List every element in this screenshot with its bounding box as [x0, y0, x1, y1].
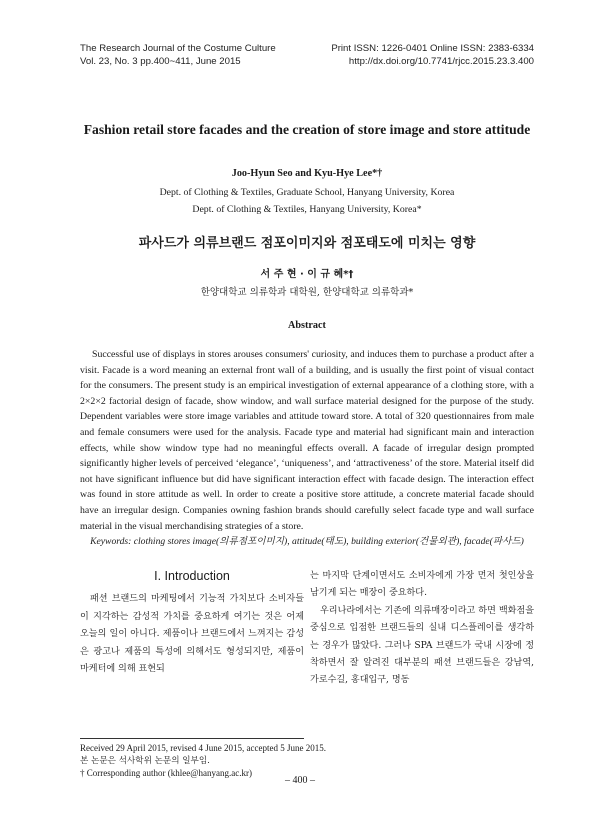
journal-name: The Research Journal of the Costume Culture	[80, 43, 276, 54]
section-heading: I. Introduction	[154, 569, 230, 583]
body-column-left	[80, 568, 304, 678]
thesis-note: 본 논문은 석사학위 논문의 일부임.	[80, 755, 210, 766]
author-list: Joo-Hyun Seo and Kyu-Hye Lee*†	[231, 168, 383, 179]
body-column-right	[310, 568, 534, 690]
intro-paragraph-continued: 는 마지막 단계이면서도 소비자에게 가장 먼저 첫인상을 남기게 되는 매장이 중요하다.	[310, 571, 534, 599]
korean-author-list: 서 주 현 · 이 규 혜*†	[260, 269, 354, 280]
korean-affiliation: 한양대학교 의류학과 대학원, 한양대학교 의류학과*	[200, 287, 414, 298]
affiliation-1: Dept. of Clothing & Textiles, Graduate School, Hanyang University, Korea	[159, 187, 455, 198]
issn-info: Print ISSN: 1226-0401 Online ISSN: 2383-6334	[331, 43, 534, 54]
abstract-heading: Abstract	[288, 320, 326, 331]
keywords: Keywords: clothing stores image(의류점포이미지), attitude(태도), building exterior(건물외관), facade(파사드)	[90, 536, 524, 547]
abstract-text: Successful use of displays in stores arouses consumers' curiosity, and induces them to purchase a product after a visit. Facade is a word meaning an external front wall of a building, and is usually the first point of visual contact for the consumers. The present study is an empirical investigation of external appearance of a clothing store, with a 2×2×2 factorial design of facade, show window, and wall surface material designed for the purpose of the study. Dependent variables were store image variables and attitude toward store. A total of 320 questionnaires from male and female consumers were used for the analysis. Facade type and material had significant main and interaction effects, while show window type had no meaningful effects overall. A facade of irregular design prompted significantly higher levels of perceived ‘elegance’, ‘uniqueness’, and ‘attractiveness’ of the store. Material itself did not have significant influence but did have significant interaction effect with facade design. The interaction effect was found in store attitude as well. In order to create a positive store attitude, a concrete material facade should have an irregular design. Companies owning fashion brands should carefully select facade type and wall surface material in the visual merchandising strategies of a store.	[80, 349, 534, 532]
page-number: – 400 –	[285, 775, 315, 786]
corresponding-author: † Corresponding author (khlee@hanyang.ac.kr)	[80, 768, 252, 778]
intro-paragraph-2: 우리나라에서는 기존에 의류매장이라고 하면 백화점을 중심으로 입점한 브랜드들의 실내 디스플레이를 생각하는 경우가 많았다. 그러나 SPA 브랜드가 국내 시장에 정착하면서 잘 알려진 대부분의 패션 브랜드들은 강남역, 가로수길, 홍대입구, 명동	[310, 605, 534, 686]
volume-info: Vol. 23, No. 3 pp.400~411, June 2015	[80, 55, 241, 67]
paper-title: Fashion retail store facades and the creation of store image and store attitude	[83, 122, 531, 137]
journal-header	[80, 43, 534, 68]
received-dates: Received 29 April 2015, revised 4 June 2015, accepted 5 June 2015.	[80, 743, 326, 753]
footnotes	[80, 742, 380, 780]
intro-paragraph-1: 패션 브랜드의 마케팅에서 기능적 가치보다 소비자들이 지각하는 감성적 가치를 중요하게 여기는 것은 어제 오늘의 일이 아니다. 제품이나 브랜드에서 느껴지는 감성은 광고나 제품의 특성에 의해서도 형성되지만, 제품이 마케터에 의해 표현되	[80, 594, 304, 675]
korean-title: 파사드가 의류브랜드 점포이미지와 점포태도에 미치는 영향	[138, 236, 476, 251]
footnote-divider	[80, 738, 304, 739]
affiliation-2: Dept. of Clothing & Textiles, Hanyang University, Korea*	[192, 204, 422, 215]
doi-link[interactable]: http://dx.doi.org/10.7741/rjcc.2015.23.3.400	[348, 55, 534, 67]
